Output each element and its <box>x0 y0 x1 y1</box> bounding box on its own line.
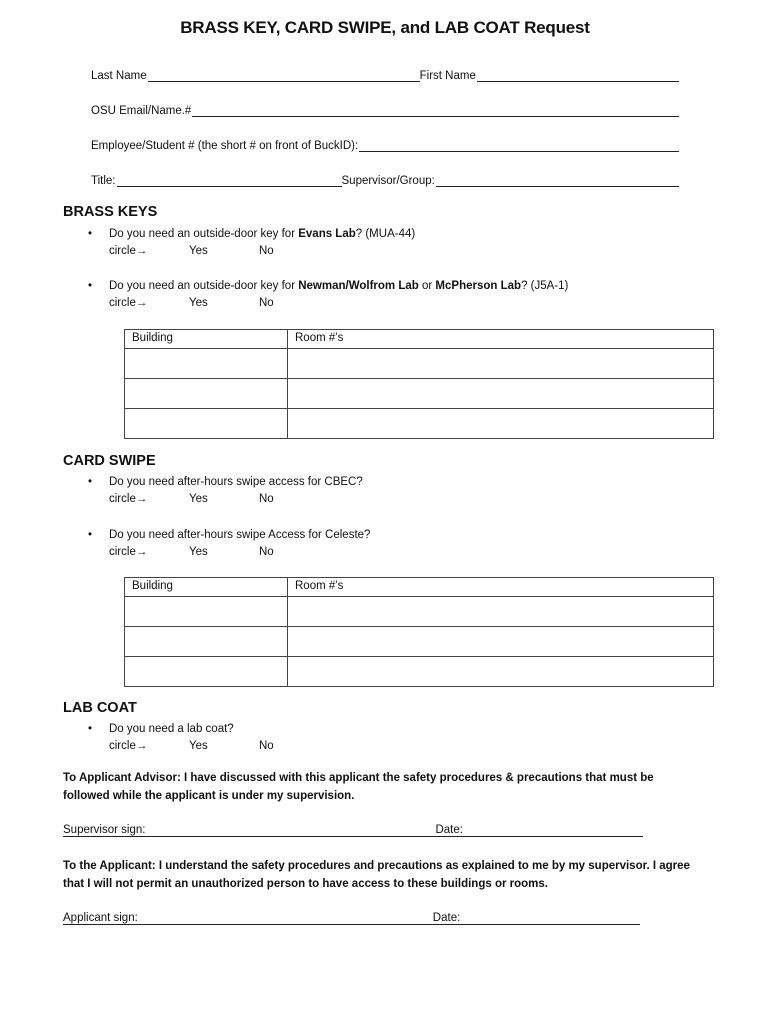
room-cell[interactable] <box>288 657 714 687</box>
building-cell[interactable] <box>125 627 288 657</box>
form-title: BRASS KEY, CARD SWIPE, and LAB COAT Request <box>180 18 590 37</box>
room-cell[interactable] <box>288 349 714 379</box>
arrow-right-icon: → <box>135 297 148 309</box>
building-cell[interactable] <box>125 349 288 379</box>
supervisor-label: Supervisor/Group: <box>341 175 435 187</box>
room-header: Room #’s <box>288 330 714 349</box>
lab-coat-heading: LAB COAT <box>63 700 137 716</box>
supervisor-sign-label: Supervisor sign: <box>63 824 146 836</box>
advisor-statement: To Applicant Advisor: I have discussed with this applicant the safety procedures & precautions that must be followed while the applicant is under my supervision. <box>63 772 654 802</box>
applicant-statement: To the Applicant: I understand the safety procedures and precautions as explained to me by my supervisor. I agree that I will not permit an unauthorized person to have access to these buildings or rooms. <box>63 860 690 890</box>
email-label: OSU Email/Name.# <box>91 105 192 117</box>
room-header: Room #’s <box>288 578 714 597</box>
arrow-right-icon: → <box>135 740 148 752</box>
title-row <box>91 171 679 187</box>
yes-option[interactable]: Yes <box>189 297 208 309</box>
employee-field[interactable] <box>359 139 679 152</box>
arrow-right-icon: → <box>135 245 148 257</box>
email-row <box>91 101 679 117</box>
no-option[interactable]: No <box>259 493 274 505</box>
table-row <box>125 349 714 379</box>
supervisor-sign-row <box>63 821 643 837</box>
bullet: • <box>88 280 93 292</box>
bullet: • <box>88 529 93 541</box>
applicant-sign-label: Applicant sign: <box>63 912 138 924</box>
building-cell[interactable] <box>125 597 288 627</box>
no-option[interactable]: No <box>259 740 274 752</box>
brass-keys-heading: BRASS KEYS <box>63 204 158 220</box>
first-name-field[interactable] <box>477 69 679 82</box>
applicant-date-field[interactable] <box>460 912 640 925</box>
arrow-right-icon: → <box>135 546 148 558</box>
table-row <box>125 409 714 439</box>
building-header: Building <box>125 330 288 349</box>
employee-row <box>91 136 679 152</box>
supervisor-signature-field[interactable] <box>145 824 435 837</box>
building-header: Building <box>125 578 288 597</box>
employee-label: Employee/Student # (the short # on front of BuckID): <box>91 140 359 152</box>
building-cell[interactable] <box>125 379 288 409</box>
bullet: • <box>88 228 93 240</box>
last-name-field[interactable] <box>148 69 420 82</box>
room-cell[interactable] <box>288 379 714 409</box>
table-row <box>125 379 714 409</box>
question-text: Do you need an outside-door key for Evans Lab? (MUA-44) <box>109 228 416 240</box>
applicant-signature-field[interactable] <box>138 912 433 925</box>
table-row <box>125 627 714 657</box>
title-label: Title: <box>91 175 116 187</box>
building-cell[interactable] <box>125 409 288 439</box>
no-option[interactable]: No <box>259 297 274 309</box>
table-row <box>125 597 714 627</box>
circle-instruction: circle→ <box>109 740 148 752</box>
circle-instruction: circle→ <box>109 493 148 505</box>
no-option[interactable]: No <box>259 546 274 558</box>
email-field[interactable] <box>192 104 679 117</box>
card-swipe-heading: CARD SWIPE <box>63 453 156 469</box>
yes-option[interactable]: Yes <box>189 546 208 558</box>
supervisor-date-field[interactable] <box>463 824 643 837</box>
circle-instruction: circle→ <box>109 297 148 309</box>
yes-option[interactable]: Yes <box>189 245 208 257</box>
table-row <box>125 657 714 687</box>
yes-option[interactable]: Yes <box>189 740 208 752</box>
name-row <box>91 66 679 82</box>
question-text: Do you need an outside-door key for Newman/Wolfrom Lab or McPherson Lab? (J5A-1) <box>109 280 569 292</box>
title-field[interactable] <box>117 174 342 187</box>
applicant-sign-row <box>63 909 640 925</box>
room-cell[interactable] <box>288 627 714 657</box>
question-text: Do you need after-hours swipe access for CBEC? <box>109 476 363 488</box>
supervisor-field[interactable] <box>436 174 679 187</box>
last-name-label: Last Name <box>91 70 147 82</box>
circle-instruction: circle→ <box>109 245 148 257</box>
circle-instruction: circle→ <box>109 546 148 558</box>
bullet: • <box>88 476 93 488</box>
first-name-label: First Name <box>419 70 476 82</box>
table-header-row <box>125 330 714 349</box>
table-header-row <box>125 578 714 597</box>
no-option[interactable]: No <box>259 245 274 257</box>
question-text: Do you need a lab coat? <box>109 723 234 735</box>
yes-option[interactable]: Yes <box>189 493 208 505</box>
room-cell[interactable] <box>288 409 714 439</box>
building-cell[interactable] <box>125 657 288 687</box>
room-cell[interactable] <box>288 597 714 627</box>
supervisor-date-label: Date: <box>435 824 463 836</box>
applicant-date-label: Date: <box>432 912 461 924</box>
arrow-right-icon: → <box>135 493 148 505</box>
card-swipe-room-table <box>124 577 714 687</box>
question-text: Do you need after-hours swipe Access for Celeste? <box>109 529 371 541</box>
bullet: • <box>88 723 93 735</box>
brass-key-room-table <box>124 329 714 439</box>
